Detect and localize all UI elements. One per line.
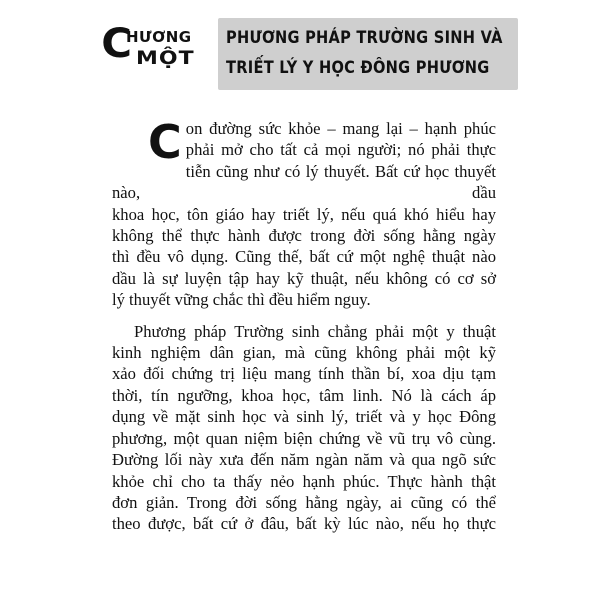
paragraph-1 — [112, 115, 496, 311]
text-line: phương, một quan niệm biện chứng về vũ trụ vô cùng. — [112, 428, 496, 448]
drop-cap: C — [148, 115, 182, 169]
chapter-label-word: HƯƠNG — [126, 28, 192, 46]
text-line: phải mở cho tất cả mọi người; nó phải thực — [185, 140, 496, 160]
text-line: không thể thực hành được trong đời sống hằng ngày — [112, 226, 496, 246]
text-line: Phương pháp Trường sinh chẳng phải một y thuật — [134, 321, 496, 341]
text-line: thời, tín ngưỡng, khoa học, tâm linh. Nó là cách áp — [112, 385, 496, 405]
text-line: tiễn cũng như có lý thuyết. Bất cứ học thuyết nào, dầu — [112, 161, 496, 203]
text-line: khỏe chỉ cho ta thấy nẻo hạnh phúc. Thực hành thật — [112, 471, 496, 491]
body-text — [112, 115, 496, 535]
text-line: dầu là sự luyện tập hay kỹ thuật, nếu không có cơ sở — [112, 268, 496, 288]
chapter-title-box — [218, 18, 518, 90]
text-line: xảo đối chứng trị liệu mang tính thần bí, xoa dịu tạm — [112, 364, 496, 384]
text-line: on đường sức khỏe – mang lại – hạnh phúc — [185, 119, 496, 138]
text-line: theo được, bất cứ ở đâu, bất kỳ lúc nào, nếu họ thực — [112, 514, 496, 534]
text-line: thì đều vô dụng. Cũng thế, bất cứ một nghệ thuật nào — [112, 247, 496, 267]
text-line: đơn giản. Trong đời sống hằng ngày, ai cũng có thể — [112, 492, 496, 512]
chapter-header — [100, 14, 520, 90]
chapter-number: MỘT — [136, 48, 195, 70]
text-line: Đường lối này xưa đến năm ngàn năm và qua ngõ sức — [112, 450, 496, 470]
text-line: khoa học, tôn giáo hay triết lý, nếu quá khó hiểu hay — [112, 204, 496, 224]
chapter-label — [100, 14, 218, 90]
chapter-label-initial: C — [101, 21, 133, 67]
chapter-title-line-2: TRIẾT LÝ Y HỌC ĐÔNG PHƯƠNG — [226, 58, 490, 78]
paragraph-2 — [112, 321, 496, 535]
text-line: lý thuyết vững chắc thì đều hiểm nguy. — [112, 290, 371, 310]
chapter-title-line-1: PHƯƠNG PHÁP TRƯỜNG SINH VÀ — [226, 28, 503, 48]
text-line: kinh nghiệm dân gian, mà cũng không phải một kỹ — [112, 343, 496, 363]
text-line: dụng về mặt sinh học và sinh lý, triết và y học Đông — [112, 407, 496, 427]
